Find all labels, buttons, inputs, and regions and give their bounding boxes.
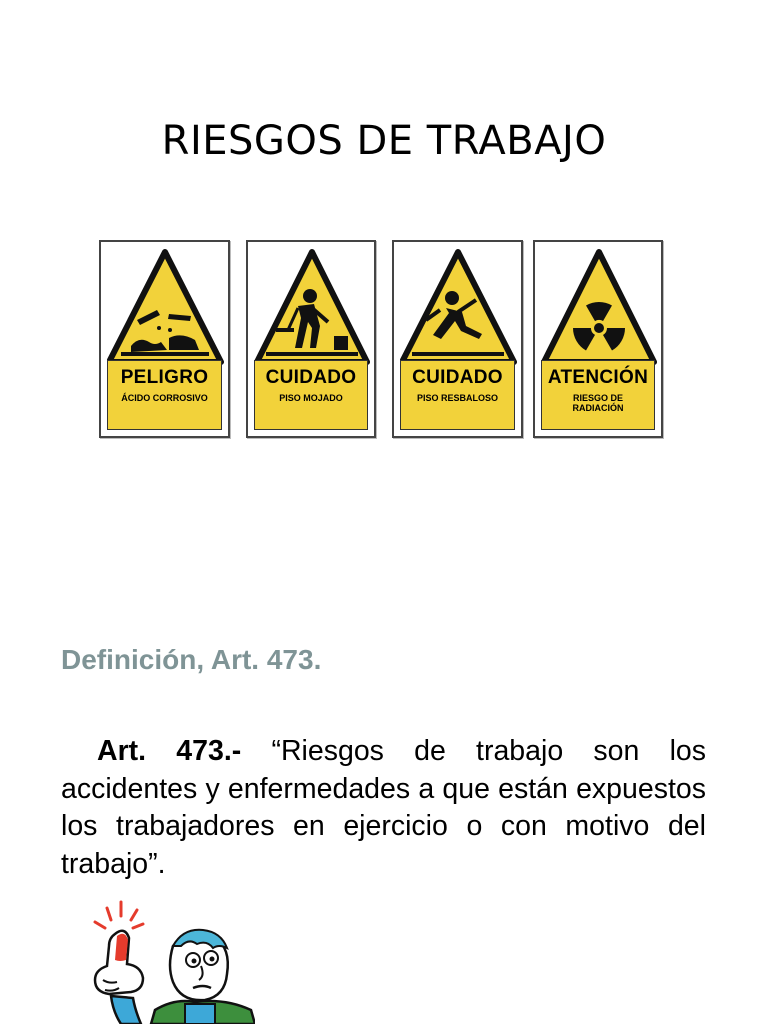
sign-word: PELIGRO	[120, 367, 209, 388]
radiation-icon	[541, 248, 657, 366]
sign-label-panel	[107, 360, 222, 430]
sign-label-panel	[541, 360, 655, 430]
slipping-person-icon	[400, 248, 517, 366]
sign-peligro-acido-corrosivo	[99, 240, 230, 438]
section-heading: Definición, Art. 473.	[61, 644, 322, 675]
sign-subtext: ÁCIDO CORROSIVO	[121, 393, 208, 403]
slide-title: RIESGOS DE TRABAJO	[161, 118, 607, 164]
sign-subtext: PISO MOJADO	[279, 393, 343, 403]
sign-word: CUIDADO	[412, 367, 503, 388]
mopping-worker-icon	[254, 248, 370, 366]
sign-cuidado-piso-mojado	[246, 240, 376, 438]
sign-word: CUIDADO	[265, 367, 357, 388]
article-text: “Riesgos de trabajo son los accidentes y enfermedades a que están expuestos los trabajadores en ejercicio o con motivo del trabajo”.	[61, 735, 706, 880]
sign-subtext: RIESGO DE RADIACIÓN	[572, 393, 624, 413]
article-lead: Art. 473.-	[97, 735, 242, 767]
warning-signs-row	[99, 240, 663, 440]
cartoon-worker-alert-icon	[85, 900, 255, 1024]
sign-atencion-riesgo-radiacion	[533, 240, 663, 438]
sign-cuidado-piso-resbaloso	[392, 240, 523, 438]
sign-label-panel	[400, 360, 515, 430]
corrosive-icon	[107, 248, 224, 366]
sign-subtext: PISO RESBALOSO	[416, 393, 498, 403]
sign-label-panel	[254, 360, 368, 430]
article-paragraph	[61, 733, 706, 883]
sign-word: ATENCIÓN	[547, 367, 649, 388]
